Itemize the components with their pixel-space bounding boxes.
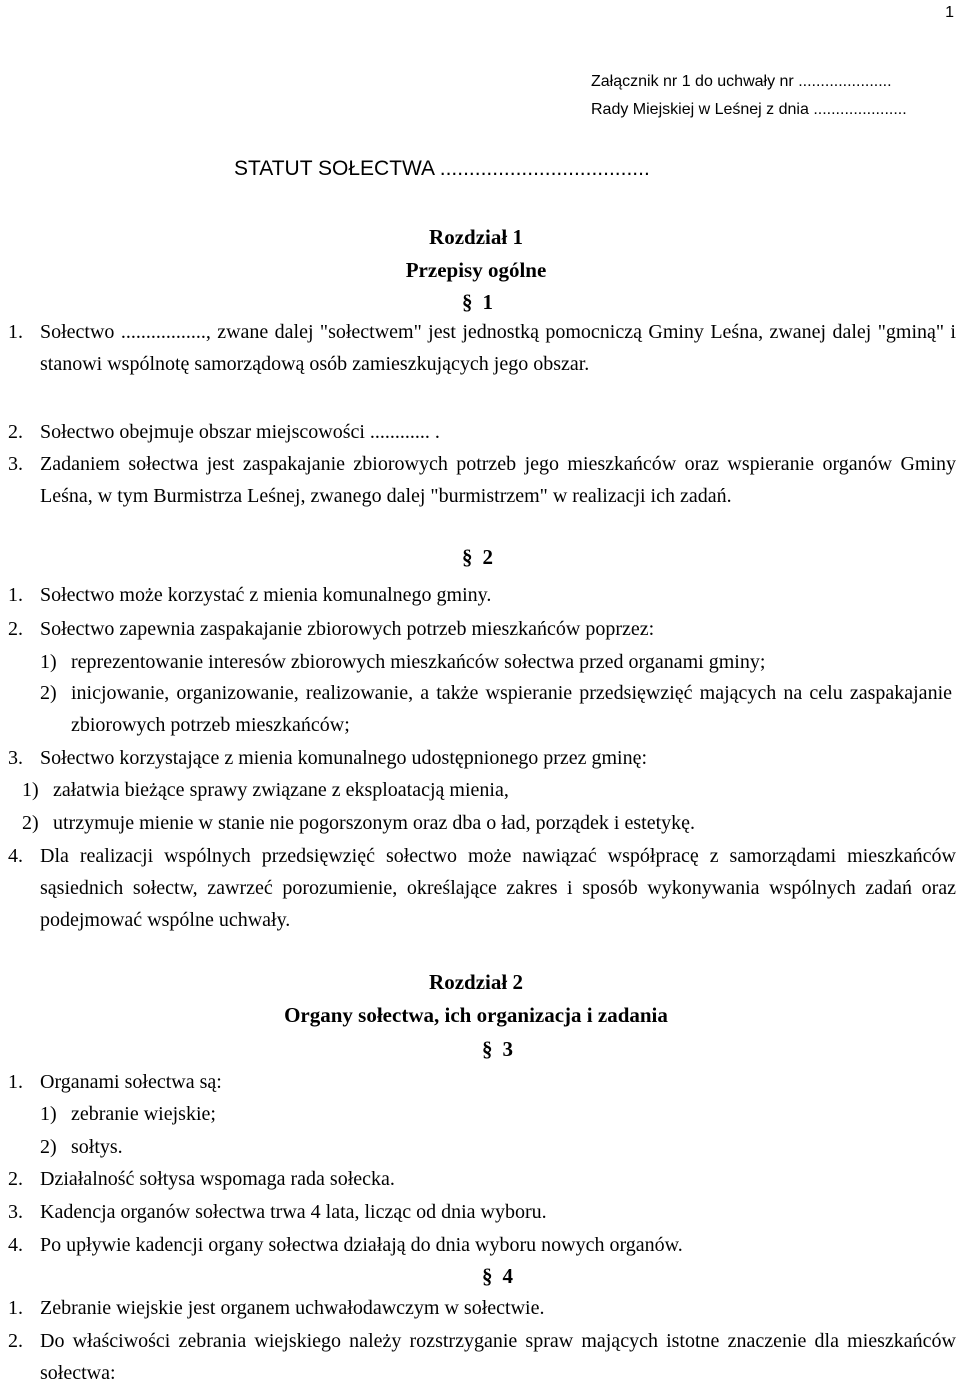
item-number: 1. (8, 1297, 23, 1319)
subitem-text: zebranie wiejskie; (71, 1103, 216, 1125)
paragraph-number: 2 (482, 545, 493, 569)
item-text: Zebranie wiejskie jest organem uchwałodawczym w sołectwie. (40, 1297, 545, 1319)
para3-item (8, 1196, 956, 1228)
item-text: Zadaniem sołectwa jest zaspakajanie zbiorowych potrzeb jego mieszkańców oraz wspieranie organów Gminy Leśna, w tym Burmistrza Leśnej, zwanego dalej "burmistrzem" w realizacji ich zadań. (40, 453, 956, 507)
chapter-1-heading: Rozdział 1 (429, 225, 523, 249)
item-text: Sołectwo obejmuje obszar miejscowości ............ . (40, 421, 440, 443)
item-text: Sołectwo zapewnia zaspakajanie zbiorowych potrzeb mieszkańców poprzez: (40, 618, 655, 640)
item-text: Sołectwo korzystające z mienia komunalnego udostępnionego przez gminę: (40, 747, 648, 769)
item-number: 3. (8, 1201, 23, 1223)
page-number: 1 (945, 4, 954, 21)
para1-item (8, 448, 956, 512)
chapter-2-subtitle: Organy sołectwa, ich organizacja i zadania (284, 1003, 668, 1027)
para2-subitem (22, 774, 934, 806)
statute-title: STATUT SOŁECTWA .................................... (234, 157, 650, 180)
para3-subitem (40, 1098, 952, 1130)
subitem-number: 1) (22, 779, 39, 801)
para2-subitem (40, 677, 952, 741)
para3-item (8, 1163, 956, 1195)
paragraph-number: 4 (502, 1264, 513, 1288)
section-sign: § (462, 290, 473, 314)
para3-item (8, 1066, 956, 1098)
subitem-number: 2) (22, 812, 39, 834)
item-text: Sołectwo ................., zwane dalej "sołectwem" jest jednostką pomocniczą Gminy Leśna, zwanej dalej "gminą" i stanowi wspólnotę samorządową osób zamieszkujących jego obszar. (40, 321, 956, 375)
para1-item (8, 416, 956, 448)
attachment-note-line1: Załącznik nr 1 do uchwały nr ..................... (591, 73, 892, 90)
chapter-2-heading: Rozdział 2 (429, 970, 523, 994)
para3-item (8, 1229, 956, 1261)
item-number: 2. (8, 1168, 23, 1190)
item-number: 4. (8, 1234, 23, 1256)
attachment-note-line2: Rady Miejskiej w Leśnej z dnia ..................... (591, 101, 907, 118)
item-number: 1. (8, 321, 23, 343)
item-text: Organami sołectwa są: (40, 1071, 222, 1093)
para2-item (8, 840, 956, 936)
para4-item (8, 1292, 956, 1324)
subitem-number: 1) (40, 1103, 57, 1125)
section-sign: § (482, 1264, 493, 1288)
para2-item (8, 613, 956, 645)
item-number: 2. (8, 421, 23, 443)
item-text: Dla realizacji wspólnych przedsięwzięć sołectwo może nawiązać współpracę z samorządami mieszkańców sąsiednich sołectw, zawrzeć porozumienie, określające zakres i sposób wykonywania wspólnych zadań oraz podejmować wspólne uchwały. (40, 845, 956, 931)
item-number: 1. (8, 584, 23, 606)
subitem-number: 2) (40, 682, 57, 704)
section-sign: § (462, 545, 473, 569)
para4-item (8, 1325, 956, 1389)
paragraph-number: 3 (502, 1037, 513, 1061)
subitem-text: sołtys. (71, 1136, 123, 1158)
paragraph-3-heading (482, 1037, 513, 1062)
subitem-text: reprezentowanie interesów zbiorowych mieszkańców sołectwa przed organami gminy; (71, 651, 766, 673)
paragraph-number: 1 (482, 290, 493, 314)
subitem-number: 2) (40, 1136, 57, 1158)
section-sign: § (482, 1037, 493, 1061)
subitem-text: załatwia bieżące sprawy związane z eksploatacją mienia, (53, 779, 509, 801)
item-number: 1. (8, 1071, 23, 1093)
item-text: Do właściwości zebrania wiejskiego należy rozstrzyganie spraw mających istotne znaczenie dla mieszkańców sołectwa: (40, 1330, 956, 1384)
item-number: 2. (8, 618, 23, 640)
para2-subitem (40, 646, 952, 678)
para3-subitem (40, 1131, 952, 1163)
item-text: Działalność sołtysa wspomaga rada sołecka. (40, 1168, 395, 1190)
para1-item (8, 316, 956, 380)
para2-item (8, 579, 956, 611)
paragraph-1-heading (462, 290, 493, 315)
para2-item (8, 742, 956, 774)
item-text: Kadencja organów sołectwa trwa 4 lata, licząc od dnia wyboru. (40, 1201, 547, 1223)
item-number: 2. (8, 1330, 23, 1352)
paragraph-4-heading (482, 1264, 513, 1289)
subitem-number: 1) (40, 651, 57, 673)
item-text: Sołectwo może korzystać z mienia komunalnego gminy. (40, 584, 492, 606)
chapter-1-subtitle: Przepisy ogólne (405, 258, 547, 282)
item-number: 3. (8, 453, 23, 475)
subitem-text: utrzymuje mienie w stanie nie pogorszonym oraz dba o ład, porządek i estetykę. (53, 812, 696, 834)
item-number: 3. (8, 747, 23, 769)
paragraph-2-heading (462, 545, 493, 570)
subitem-text: inicjowanie, organizowanie, realizowanie, a także wspieranie przedsięwzięć mających na celu zaspakajanie zbiorowych potrzeb mieszkańców; (71, 682, 952, 736)
item-number: 4. (8, 845, 23, 867)
para2-subitem (22, 807, 934, 839)
item-text: Po upływie kadencji organy sołectwa działają do dnia wyboru nowych organów. (40, 1234, 683, 1256)
